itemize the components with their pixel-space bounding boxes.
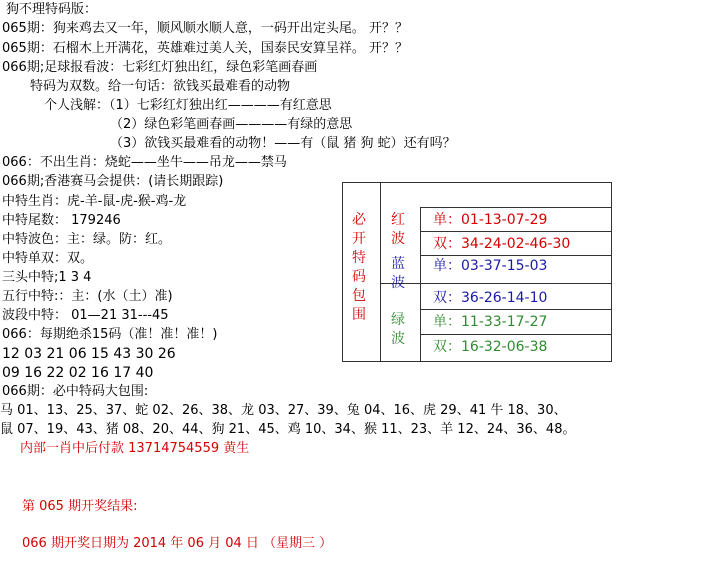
text-line: 中特波色：主：绿。防：红。	[2, 232, 172, 247]
text-line: 鼠 07、19、43、猪 08、20、44、狗 21、45、鸡 10、34、猴 11、23、羊 12、24、36、48。	[0, 422, 576, 437]
row-blue-odd: 单：03-37-15-03	[433, 258, 548, 274]
row-red-odd: 单：01-13-07-29	[433, 212, 548, 228]
text-line: 066期：必中特码大包围:	[2, 384, 149, 399]
text-line: 中特单双：双。	[2, 251, 94, 266]
text-line: 066期;香港赛马会提供：(请长期跟踪)	[2, 174, 224, 189]
text-line: 波段中特： 01—21 31---45	[2, 308, 169, 323]
text-line: （2）绿色彩笔画春画————有绿的意思	[110, 117, 353, 132]
text-line: 特码为双数。给一句话：欲钱买最难看的动物	[30, 79, 291, 94]
text-line: 09 16 22 02 16 17 40	[2, 365, 154, 381]
text-line: 三头中特;1 3 4	[2, 270, 92, 285]
text-line: 马 01、13、25、37、蛇 02、26、38、龙 03、27、39、兔 04、16、虎 29、41 牛 18、30、	[0, 403, 567, 418]
result-title: 第 065 期开奖结果:	[22, 499, 138, 514]
green-wave-label: 绿波	[391, 312, 405, 347]
text-line: 五行中特:：主：(水（土）准)	[2, 289, 173, 304]
text-line: 中特生肖：虎-羊-鼠-虎-猴-鸡-龙	[2, 194, 187, 209]
text-line: 个人浅解：（1）七彩红灯独出红————有红意思	[44, 98, 332, 113]
text-line: 065期：石榴木上开满花，英雄难过美人关，国泰民安算呈祥。 开？？	[2, 41, 408, 56]
blue-wave-label: 蓝波	[391, 256, 405, 291]
contact-line: 内部一肖中后付款 13714754559 黄生	[20, 441, 250, 456]
draw-date: 066 期开奖日期为 2014 年 06 月 04 日 （星期三 ）	[22, 536, 333, 551]
text-line: 12 03 21 06 15 43 30 26	[2, 346, 176, 362]
page-title: 狗不理特码版：	[6, 2, 98, 17]
row-green-even: 双：16-32-06-38	[433, 339, 548, 355]
red-wave-label: 红波	[391, 212, 405, 247]
row-green-odd: 单：11-33-17-27	[433, 314, 548, 330]
text-line: 中特尾数： 179246	[2, 213, 121, 228]
text-line: 066期;足球报看波：七彩红灯独出红，绿色彩笔画春画	[2, 60, 318, 75]
left-label: 必开特码包围	[352, 212, 366, 323]
text-line: 066：每期绝杀15码（准！准！准！)	[2, 327, 218, 342]
text-line: 066：不出生肖：烧蛇——坐牛——吊龙——禁马	[2, 155, 287, 170]
text-line: 065期：狗来鸡去又一年，顺风顺水顺人意，一码开出定头尾。 开？？	[2, 21, 408, 36]
prediction-table	[342, 182, 612, 362]
row-red-even: 双：34-24-02-46-30	[433, 236, 571, 252]
row-blue-even: 双：36-26-14-10	[433, 290, 548, 306]
text-line: （3）欲钱买最难看的动物！——有（鼠 猪 狗 蛇）还有吗？	[110, 136, 456, 151]
